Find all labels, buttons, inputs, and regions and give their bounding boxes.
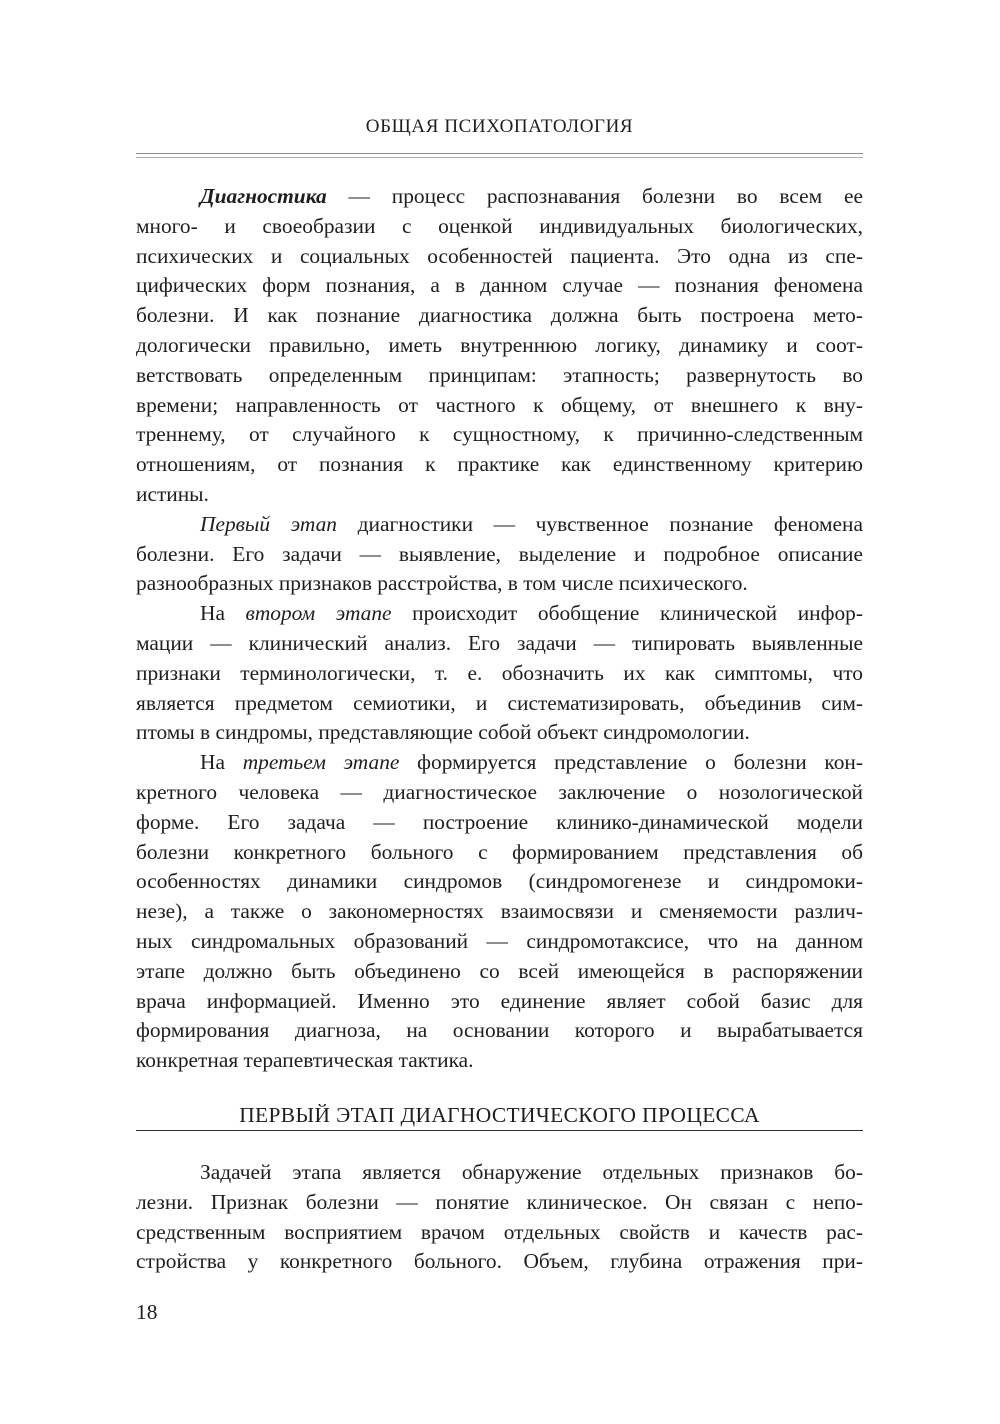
section-title: ПЕРВЫЙ ЭТАП ДИАГНОСТИЧЕСКОГО ПРОЦЕССА bbox=[239, 1103, 760, 1127]
term-third-stage: третьем этапе bbox=[242, 750, 400, 775]
term-diagnostics: Диагностика bbox=[200, 184, 327, 208]
body-text-section bbox=[136, 1158, 863, 1277]
paragraph-third-stage: На третьем этапе формируется представление о болезни кон- кретного человека — диагностическое заключение о нозологической форме. Его задача — построение клинико-динамической модели болезни конкретного больного с формированием представления об особенностях динамики синдромов (синдромогенезе и синдромоки- незе), а также о закономерностях взаимосвязи и сменяемости различ- ных синдромальных образований — синдромотаксисе, что на данном этапе должно быть объединено со всей имеющейся в распоряжении врача информацией. Именно это единение являет собой базис для формирования диагноза, на основании которого и вырабатывается конкретная терапевтическая тактика. bbox=[136, 750, 863, 1073]
header-rule-bottom bbox=[136, 157, 863, 158]
paragraph-diagnostics: Диагностика — процесс распознавания болезни во всем ее много- и своеобразии с оценкой индивидуальных биологических, психических и социальных особенностей пациента. Это одна из спе- цифических форм познания, а в данном случае — познания феномена болезни. И как познание диагностика должна быть построена мето- дологически правильно, иметь внутреннюю логику, динамику и соот- ветствовать определенным принципам: этапность; развернутость во времени; направленность от частного к общему, от внешнего к вну- треннему, от случайного к сущностному, к причинно-следственным отношениям, от познания к практике как единственному критерию истины. bbox=[136, 184, 863, 506]
header-rule-top bbox=[136, 153, 863, 154]
running-head: ОБЩАЯ ПСИХОПАТОЛОГИЯ bbox=[365, 116, 634, 137]
term-second-stage: втором этапе bbox=[245, 601, 392, 626]
body-text-main bbox=[136, 182, 863, 1076]
term-first-stage: Первый этап bbox=[200, 511, 337, 536]
paragraph-second-stage: На втором этапе происходит обобщение клинической инфор- мации — клинический анализ. Его задачи — типировать выявленные признаки терминологически, т. е. обозначить их как симптомы, что является предметом семиотики, и систематизировать, объединив сим- птомы в синдромы, представляющие собой объект синдромологии. bbox=[136, 601, 863, 745]
page-number: 18 bbox=[136, 1300, 158, 1324]
paragraph-stage-task: Задачей этапа является обнаружение отдельных признаков бо- лезни. Признак болезни — понятие клиническое. Он связан с непо- средственным восприятием врачом отдельных свойств и качеств рас- стройства у конкретного больного. Объем, глубина отражения при- bbox=[136, 1160, 863, 1274]
section-rule bbox=[136, 1130, 863, 1131]
paragraph-first-stage: Первый этап диагностики — чувственное познание феномена болезни. Его задачи — выявление, выделение и подробное описание разнообразных признаков расстройства, в том числе психического. bbox=[136, 511, 863, 596]
